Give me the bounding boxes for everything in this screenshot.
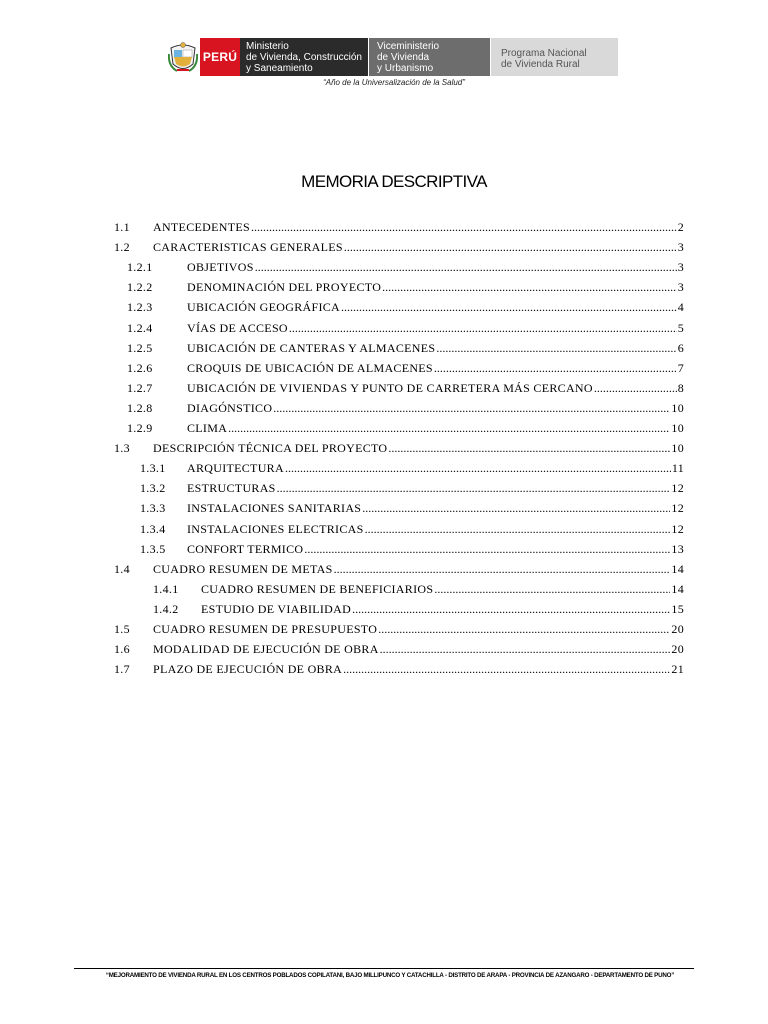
toc-number: 1.2.4 bbox=[127, 320, 153, 335]
toc-title: PLAZO DE EJECUCIÓN DE OBRA bbox=[153, 662, 343, 677]
toc-page-number: 14 bbox=[671, 581, 684, 596]
toc-entry[interactable] bbox=[0, 321, 768, 341]
toc-dot-leader bbox=[273, 401, 670, 416]
toc-page-number: 15 bbox=[671, 601, 684, 616]
toc-entry-line bbox=[187, 522, 684, 537]
toc-entry-line bbox=[153, 642, 684, 657]
ministry-line: y Saneamiento bbox=[246, 63, 313, 74]
government-logo-band bbox=[166, 38, 618, 76]
toc-title: DIAGÓNSTICO bbox=[187, 400, 273, 415]
toc-title: CUADRO RESUMEN DE PRESUPUESTO bbox=[153, 622, 378, 636]
toc-title: DESCRIPCIÓN TÉCNICA DEL PROYECTO bbox=[153, 441, 388, 456]
toc-number: 1.3.5 bbox=[140, 541, 166, 556]
toc-entry[interactable] bbox=[0, 602, 768, 622]
toc-dot-leader bbox=[380, 642, 671, 657]
toc-entry[interactable] bbox=[0, 280, 768, 300]
toc-dot-leader bbox=[434, 582, 670, 597]
toc-page-number: 12 bbox=[671, 501, 684, 516]
toc-page-number: 7 bbox=[677, 360, 684, 375]
toc-dot-leader bbox=[365, 522, 671, 537]
toc-entry-line bbox=[187, 280, 684, 295]
toc-entry-line bbox=[187, 321, 684, 336]
toc-page-number: 10 bbox=[671, 400, 684, 415]
toc-page-number: 14 bbox=[671, 561, 684, 576]
toc-entry[interactable] bbox=[0, 361, 768, 381]
toc-entry-line bbox=[153, 562, 684, 577]
toc-title: CLIMA bbox=[187, 421, 228, 435]
vice-line: y Urbanismo bbox=[377, 63, 434, 74]
toc-entry[interactable] bbox=[0, 501, 768, 521]
toc-dot-leader bbox=[436, 341, 676, 356]
toc-dot-leader bbox=[255, 260, 677, 275]
toc-number: 1.2 bbox=[114, 240, 130, 255]
toc-dot-leader bbox=[382, 280, 677, 295]
toc-number: 1.2.6 bbox=[127, 360, 153, 375]
program-name bbox=[490, 38, 618, 76]
toc-dot-leader bbox=[251, 220, 677, 235]
toc-entry[interactable] bbox=[0, 300, 768, 320]
program-line: de Vivienda Rural bbox=[501, 59, 580, 70]
vice-line: Viceministerio bbox=[377, 41, 440, 52]
toc-number: 1.5 bbox=[114, 622, 130, 636]
toc-entry-line bbox=[201, 582, 684, 597]
toc-page-number: 12 bbox=[671, 521, 684, 536]
toc-number: 1.3.3 bbox=[140, 501, 166, 516]
toc-title: ARQUITECTURA bbox=[187, 461, 284, 476]
toc-page-number: 13 bbox=[671, 541, 684, 556]
toc-page-number: 21 bbox=[671, 662, 684, 677]
toc-dot-leader bbox=[228, 421, 670, 436]
toc-entry-line bbox=[187, 542, 684, 557]
toc-entry-line bbox=[187, 421, 684, 436]
toc-entry[interactable] bbox=[0, 622, 768, 642]
toc-entry-line bbox=[187, 260, 684, 275]
toc-entry-line bbox=[201, 602, 684, 617]
toc-number: 1.1 bbox=[114, 220, 130, 234]
toc-entry-line bbox=[187, 481, 684, 496]
toc-number: 1.2.7 bbox=[127, 380, 153, 395]
toc-number: 1.4.2 bbox=[153, 601, 179, 616]
toc-page-number: 3 bbox=[677, 280, 684, 295]
toc-page-number: 6 bbox=[677, 340, 684, 355]
toc-entry[interactable] bbox=[0, 441, 768, 461]
toc-entry-line bbox=[187, 341, 684, 356]
toc-entry-line bbox=[153, 240, 684, 255]
toc-entry[interactable] bbox=[0, 401, 768, 421]
toc-page-number: 3 bbox=[677, 260, 684, 275]
toc-dot-leader bbox=[352, 602, 670, 617]
toc-entry[interactable] bbox=[0, 562, 768, 582]
toc-title: INSTALACIONES ELECTRICAS bbox=[187, 521, 364, 536]
toc-number: 1.3.2 bbox=[140, 481, 166, 496]
viceministry-name bbox=[368, 38, 490, 76]
toc-number: 1.2.5 bbox=[127, 340, 153, 355]
peru-coat-of-arms-icon bbox=[166, 38, 200, 76]
ministry-name bbox=[240, 38, 368, 76]
toc-number: 1.6 bbox=[114, 642, 130, 657]
toc-number: 1.2.1 bbox=[127, 260, 153, 275]
toc-number: 1.7 bbox=[114, 662, 130, 677]
toc-number: 1.3 bbox=[114, 441, 130, 456]
toc-number: 1.2.9 bbox=[127, 421, 153, 435]
footer-divider bbox=[74, 968, 694, 969]
toc-page-number: 10 bbox=[671, 421, 684, 435]
toc-entry[interactable] bbox=[0, 642, 768, 662]
toc-page-number: 10 bbox=[671, 441, 684, 456]
program-line: Programa Nacional bbox=[501, 48, 587, 59]
toc-dot-leader bbox=[388, 441, 670, 456]
toc-entry-line bbox=[187, 501, 684, 516]
toc-dot-leader bbox=[304, 542, 670, 557]
toc-entry[interactable] bbox=[0, 481, 768, 501]
year-motto: “Año de la Universalización de la Salud” bbox=[323, 78, 465, 87]
toc-title: DENOMINACIÓN DEL PROYECTO bbox=[187, 280, 382, 295]
toc-number: 1.4 bbox=[114, 561, 130, 576]
toc-number: 1.3.1 bbox=[140, 461, 166, 476]
toc-entry[interactable] bbox=[0, 260, 768, 280]
toc-number: 1.2.8 bbox=[127, 400, 153, 415]
peru-label: PERÚ bbox=[200, 38, 240, 76]
toc-page-number: 3 bbox=[677, 240, 684, 255]
toc-title: CONFORT TERMICO bbox=[187, 541, 304, 556]
toc-dot-leader bbox=[285, 461, 671, 476]
toc-page-number: 20 bbox=[671, 622, 684, 636]
toc-dot-leader bbox=[343, 662, 670, 677]
toc-title: ESTUDIO DE VIABILIDAD bbox=[201, 601, 352, 616]
toc-title: CUADRO RESUMEN DE BENEFICIARIOS bbox=[201, 581, 434, 596]
toc-entry[interactable] bbox=[0, 381, 768, 401]
toc-title: CROQUIS DE UBICACIÓN DE ALMACENES bbox=[187, 360, 433, 375]
toc-title: ESTRUCTURAS bbox=[187, 481, 276, 496]
toc-entry[interactable] bbox=[0, 461, 768, 481]
ministry-line: de Vivienda, Construcción bbox=[246, 52, 362, 63]
footer-project-title: “MEJORAMIENTO DE VIVIENDA RURAL EN LOS CENTROS POBLADOS COPILATANI, BAJO MILLIPUNCO Y CATACHILLA - DISTRITO DE ARAPA - PROVINCIA DE AZANGARO - DEPARTAMENTO DE PUNO” bbox=[105, 972, 675, 979]
vice-line: de Vivienda bbox=[377, 52, 430, 63]
toc-dot-leader bbox=[434, 361, 677, 376]
toc-dot-leader bbox=[277, 481, 671, 496]
toc-title: OBJETIVOS bbox=[187, 260, 254, 275]
toc-entry-line bbox=[153, 441, 684, 456]
toc-entry-line bbox=[153, 220, 684, 235]
toc-entry-line bbox=[187, 461, 684, 476]
toc-number: 1.3.4 bbox=[140, 521, 166, 536]
toc-entry[interactable] bbox=[0, 220, 768, 240]
toc-entry[interactable] bbox=[0, 522, 768, 542]
toc-entry[interactable] bbox=[0, 662, 768, 682]
toc-page-number: 20 bbox=[671, 642, 684, 657]
toc-title: UBICACIÓN DE CANTERAS Y ALMACENES bbox=[187, 340, 436, 355]
toc-entry[interactable] bbox=[0, 582, 768, 602]
toc-dot-leader bbox=[378, 622, 670, 637]
toc-dot-leader bbox=[362, 501, 670, 516]
toc-title: INSTALACIONES SANITARIAS bbox=[187, 501, 362, 516]
toc-page-number: 11 bbox=[671, 461, 684, 476]
toc-entry[interactable] bbox=[0, 341, 768, 361]
toc-page-number: 5 bbox=[677, 320, 684, 335]
toc-page-number: 8 bbox=[677, 380, 684, 395]
toc-title: CARACTERISTICAS GENERALES bbox=[153, 240, 343, 255]
toc-title: ANTECEDENTES bbox=[153, 220, 250, 234]
toc-page-number: 2 bbox=[677, 220, 684, 234]
toc-entry-line bbox=[187, 401, 684, 416]
toc-entry-line bbox=[187, 381, 684, 396]
toc-entry[interactable] bbox=[0, 421, 768, 441]
toc-entry-line bbox=[153, 622, 684, 637]
toc-title: MODALIDAD DE EJECUCIÓN DE OBRA bbox=[153, 642, 379, 657]
toc-number: 1.2.2 bbox=[127, 280, 153, 295]
toc-entry[interactable] bbox=[0, 542, 768, 562]
toc-number: 1.2.3 bbox=[127, 300, 153, 315]
toc-title: UBICACIÓN GEOGRÁFICA bbox=[187, 300, 341, 315]
toc-number: 1.4.1 bbox=[153, 581, 179, 596]
toc-page-number: 4 bbox=[677, 300, 684, 315]
toc-title: CUADRO RESUMEN DE METAS bbox=[153, 561, 333, 576]
toc-entry-line bbox=[187, 300, 684, 315]
toc-title: VÍAS DE ACCESO bbox=[187, 320, 288, 335]
page-title: MEMORIA DESCRIPTIVA bbox=[301, 172, 487, 191]
toc-page-number: 12 bbox=[671, 481, 684, 496]
toc-dot-leader bbox=[334, 562, 671, 577]
toc-dot-leader bbox=[289, 321, 677, 336]
toc-title: UBICACIÓN DE VIVIENDAS Y PUNTO DE CARRETERA MÁS CERCANO bbox=[187, 380, 593, 395]
toc-dot-leader bbox=[594, 381, 677, 396]
toc-entry-line bbox=[187, 361, 684, 376]
toc-entry-line bbox=[153, 662, 684, 677]
toc-dot-leader bbox=[341, 300, 677, 315]
toc-entry[interactable] bbox=[0, 240, 768, 260]
toc-dot-leader bbox=[344, 240, 677, 255]
ministry-line: Ministerio bbox=[246, 41, 289, 52]
